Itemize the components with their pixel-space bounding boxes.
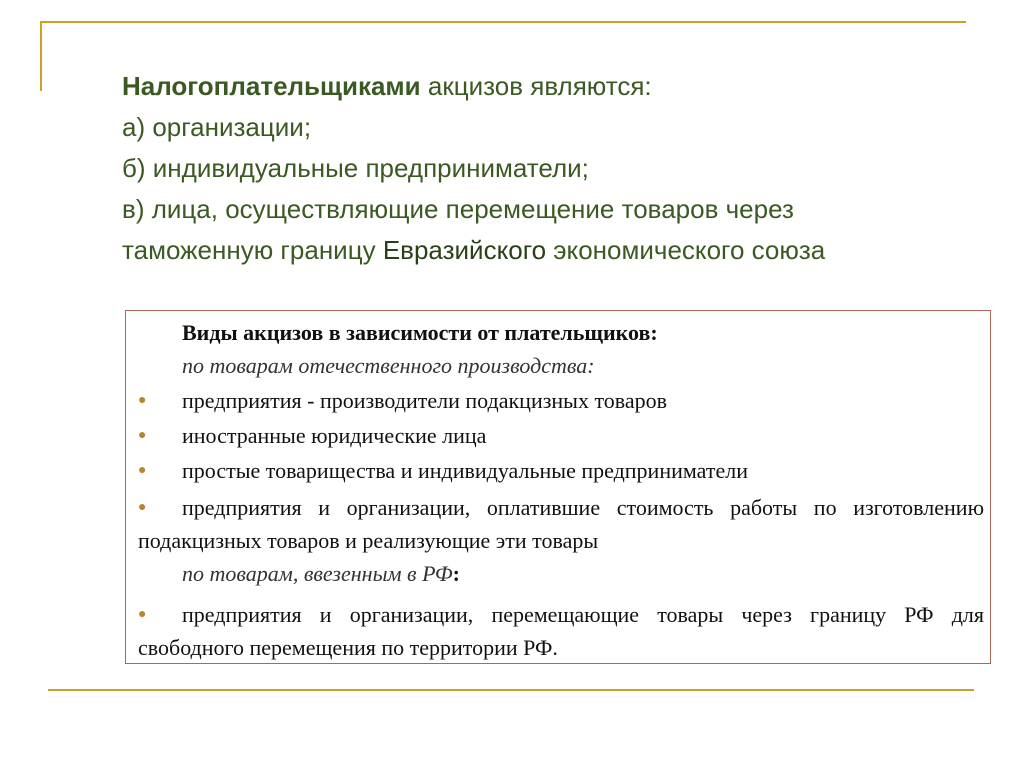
excise-types-box xyxy=(125,310,991,664)
list-item xyxy=(138,598,984,664)
list-item-text: иностранные юридические лица xyxy=(182,423,487,448)
intro-lead xyxy=(122,66,992,107)
intro-item-c-line1: в) лица, осуществляющие перемещение товаров через xyxy=(122,194,794,224)
bullet-icon: ● xyxy=(138,428,147,443)
top-rule xyxy=(40,21,966,23)
list-item-text: предприятия и организации, перемещающие товары через границу РФ для свободного перемещения по территории РФ. xyxy=(138,602,984,660)
domestic-goods-label: по товарам отечественного производства: xyxy=(182,353,595,378)
intro-lead-rest: акцизов являются: xyxy=(420,71,652,101)
left-rule xyxy=(40,21,42,91)
imported-goods-label-colon: : xyxy=(452,561,460,586)
bullet-icon: ● xyxy=(138,393,147,408)
intro-item-c-line2 xyxy=(122,230,992,271)
intro-item-c-part-b: Евразийского xyxy=(382,235,547,265)
list-item-text: предприятия - производители подакцизных товаров xyxy=(182,388,668,413)
intro-item-c-part-a: таможенную границу xyxy=(122,235,383,265)
list-item-text: предприятия и организации, оплатившие стоимость работы по изготовлению подакцизных товаров и реализующие эти товары xyxy=(138,495,984,553)
imported-goods-label xyxy=(138,557,984,590)
list-item xyxy=(138,384,984,417)
excise-types-content xyxy=(138,316,984,664)
intro-lead-bold: Налогоплательщиками xyxy=(122,71,421,101)
list-item xyxy=(138,454,984,487)
box-heading: Виды акцизов в зависимости от плательщиков: xyxy=(182,320,658,345)
list-item-text: простые товарищества и индивидуальные предприниматели xyxy=(182,458,748,483)
imported-goods-label-text: по товарам, ввезенным в РФ xyxy=(182,561,453,586)
bullet-icon: ● xyxy=(138,463,147,478)
bullet-icon: ● xyxy=(138,500,147,515)
intro-item-a: а) организации; xyxy=(122,112,312,142)
taxpayers-intro xyxy=(122,66,992,271)
list-item xyxy=(138,419,984,452)
intro-item-b: б) индивидуальные предприниматели; xyxy=(122,153,589,183)
intro-item-c-part-c: экономического союза xyxy=(546,235,826,265)
list-item xyxy=(138,491,984,557)
bullet-icon: ● xyxy=(138,607,147,622)
bottom-rule xyxy=(48,689,974,691)
